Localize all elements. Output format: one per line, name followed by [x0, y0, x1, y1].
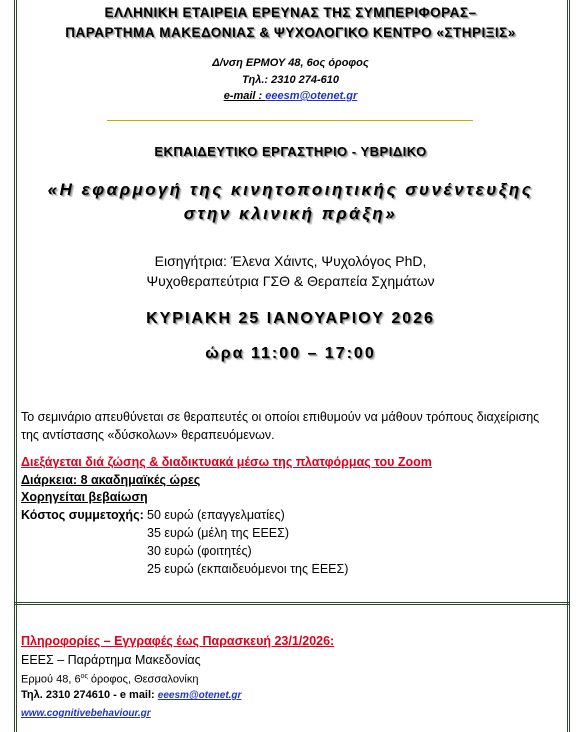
section-divider [14, 602, 570, 605]
website-link[interactable]: www.cognitivebehaviour.gr [21, 708, 151, 719]
workshop-title-line1: «Η εφαρμογή της κινητοποιητικής συνέντευξης [47, 180, 534, 199]
fee-item: 35 ευρώ (μέλη της ΕΕΕΣ) [147, 526, 290, 540]
fee-item: 25 ευρώ (εκπαιδευόμενοι της ΕΕΕΣ) [147, 562, 349, 576]
branch-address: Ερμού 48, $6^{o\varsigma}$ όροφος, Θεσσαλονίκη [21, 673, 199, 686]
website-line [21, 705, 151, 719]
branch-name: ΕΕΕΣ – Παράρτημα Μακεδονίας [21, 653, 201, 667]
header-rule [107, 120, 473, 121]
workshop-title-line2: στην κλινική πράξη» [183, 204, 398, 223]
org-address: Δ/νση ΕΡΜΟΥ 48, 6ος όροφος [212, 57, 369, 69]
duration: Διάρκεια: 8 ακαδημαϊκές ώρες [21, 473, 201, 487]
speaker-line2: Ψυχοθεραπεύτρια ΓΣΘ & Θεραπεία Σχημάτων [146, 273, 435, 289]
description-text: Το σεμινάριο απευθύνεται σε θεραπευτές οι οποίοι επιθυμούν να μάθουν τρόπους διαχείρισης της αντίστασης «δύσκολων» θεραπευόμενων. [21, 410, 540, 442]
org-name-line2: ΠΑΡΑΡΤΗΜΑ ΜΑΚΕΔΟΝΙΑΣ & ΨΥΧΟΛΟΓΙΚΟ ΚΕΝΤΡΟ «ΣΤΗΡΙΞΙΣ» [65, 25, 516, 40]
cost-label: Κόστος συμμετοχής: [21, 508, 144, 522]
page-frame [14, 0, 570, 732]
org-name-line1: ΕΛΛΗΝΙΚΗ ΕΤΑΙΡΕΙΑ ΕΡΕΥΝΑΣ ΤΗΣ ΣΥΜΠΕΡΙΦΟΡΑΣ– [104, 5, 477, 20]
fee-item: 30 ευρώ (φοιτητές) [147, 544, 252, 558]
event-date: ΚΥΡΙΑΚΗ 25 ΙΑΝΟΥΑΡΙΟΥ 2026 [146, 310, 435, 327]
footer-email-link[interactable]: eeesm@otenet.gr [157, 690, 242, 701]
info-heading: Πληροφορίες – Εγγραφές έως Παρασκευή 23/1/2026: [21, 634, 335, 648]
org-email-line [0, 90, 581, 102]
workshop-type: ΕΚΠΑΙΔΕΥΤΙΚΟ ΕΡΓΑΣΤΗΡΙΟ - ΥΒΡΙΔΙΚΟ [154, 144, 427, 159]
fee-item: 50 ευρώ (επαγγελματίες) [147, 508, 285, 522]
speaker-line1: Εισηγήτρια: Έλενα Χάιντς, Ψυχολόγος PhD, [154, 253, 427, 269]
email-label: e-mail : [223, 90, 266, 102]
certificate-note: Χορηγείται βεβαίωση [21, 490, 148, 504]
org-phone: Τηλ.: 2310 274-610 [241, 74, 340, 86]
attendance-mode: Διεξάγεται διά ζώσης & διαδικτυακά μέσω της πλατφόρμας του Zoom [21, 455, 432, 469]
event-time: ώρα 11:00 – 17:00 [205, 345, 376, 362]
org-email-link[interactable]: eeesm@otenet.gr [265, 90, 358, 102]
contact-line: Τηλ. 2310 274610 - e mail: eeesm@otenet.gr [21, 689, 242, 701]
